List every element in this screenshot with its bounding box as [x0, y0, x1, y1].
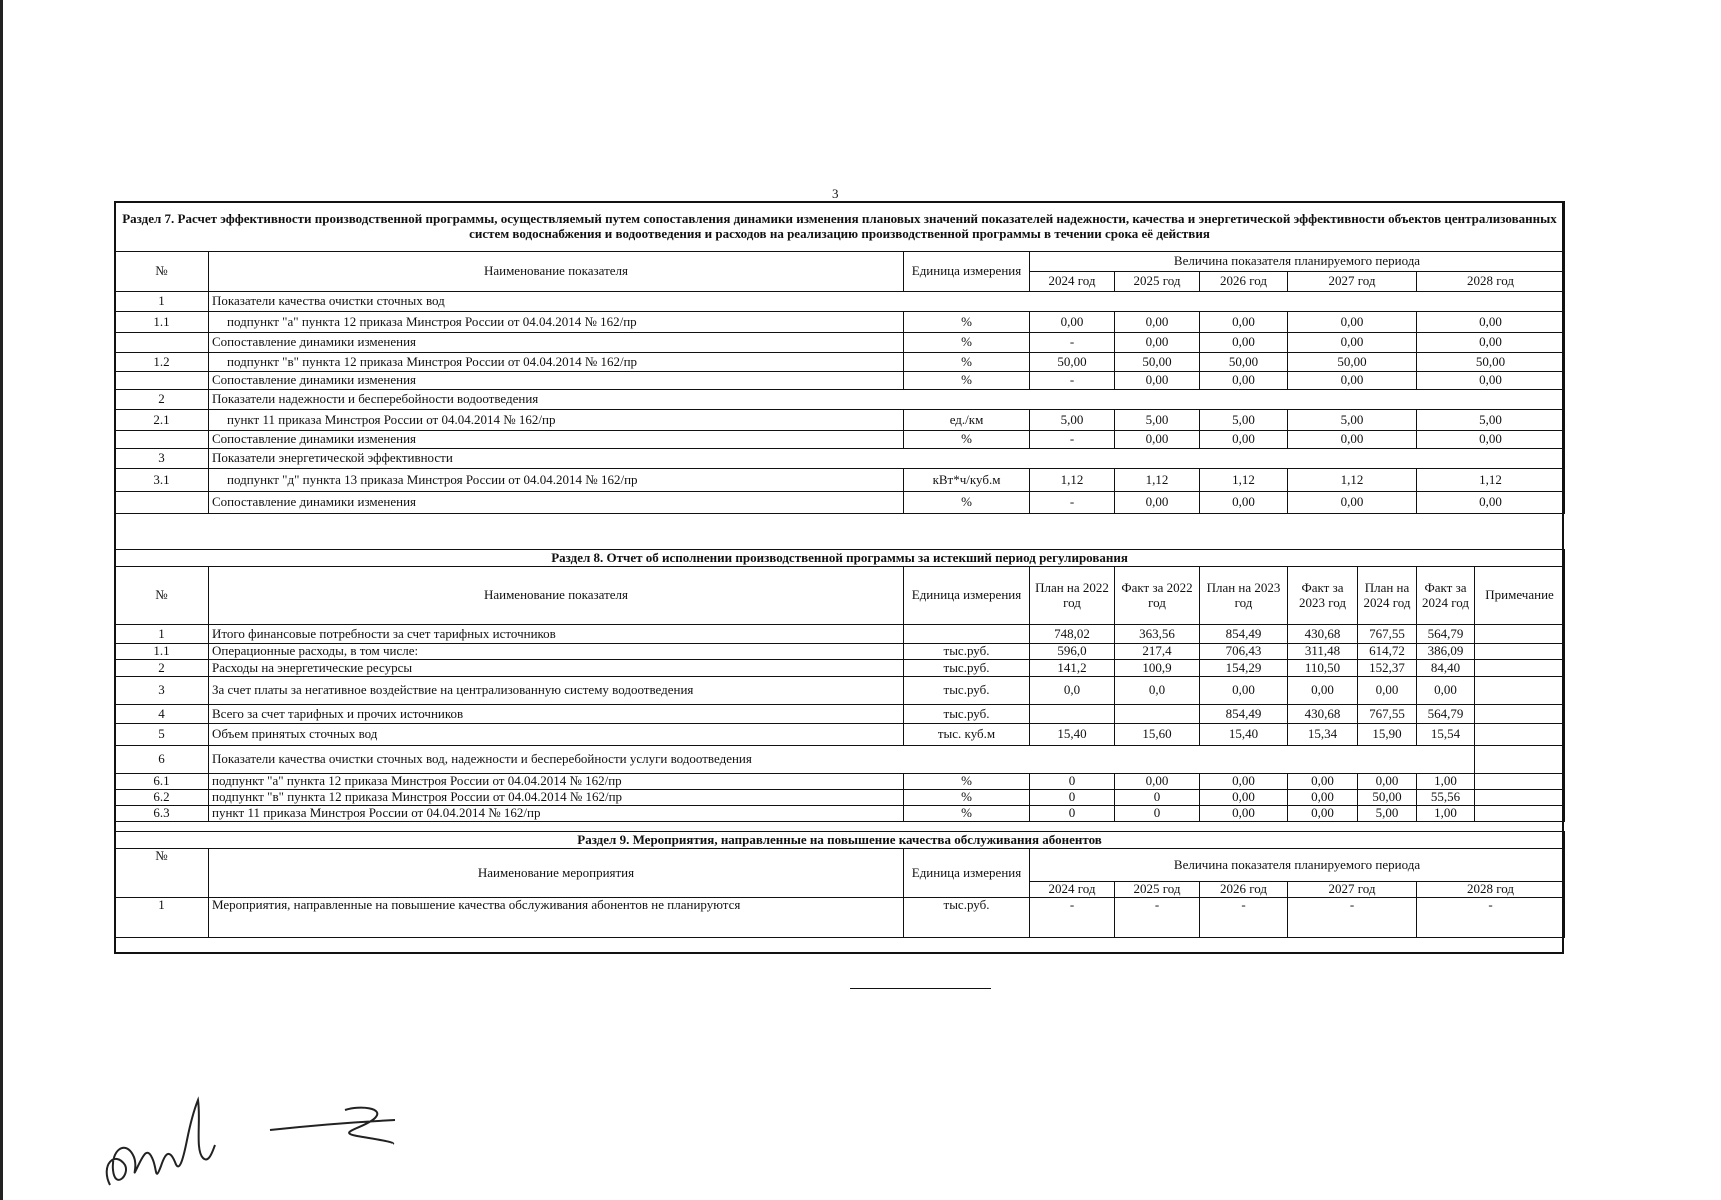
value-cell: 5,00 — [1417, 410, 1565, 431]
value-cell: 5,00 — [1115, 410, 1200, 431]
value-cell: 0,00 — [1115, 333, 1200, 353]
unit-cell: % — [904, 353, 1030, 372]
value-cell: 0,00 — [1200, 372, 1288, 390]
value-cell: 0,00 — [1200, 431, 1288, 449]
value-cell: 0,00 — [1417, 372, 1565, 390]
document-frame — [114, 201, 1564, 954]
value-cell: 0,0 — [1115, 677, 1200, 705]
value-cell: 15,40 — [1030, 724, 1115, 746]
year-header: 2024 год — [1030, 882, 1115, 898]
signature-image — [95, 1070, 415, 1200]
value-cell: 767,55 — [1358, 705, 1417, 724]
year-header: 2027 год — [1288, 882, 1417, 898]
value-cell: 0 — [1115, 790, 1200, 806]
value-cell: 110,50 — [1288, 660, 1358, 677]
row-number: 1 — [115, 625, 209, 644]
value-cell: 0,00 — [1030, 312, 1115, 333]
value-cell: 0,00 — [1417, 431, 1565, 449]
value-cell: 50,00 — [1115, 353, 1200, 372]
indicator-name: Операционные расходы, в том числе: — [209, 644, 904, 660]
value-cell: 0,00 — [1115, 372, 1200, 390]
value-cell: 363,56 — [1115, 625, 1200, 644]
value-cell: 15,54 — [1417, 724, 1475, 746]
year-header: 2025 год — [1115, 882, 1200, 898]
value-cell: 1,12 — [1200, 469, 1288, 492]
value-cell: 706,43 — [1200, 644, 1288, 660]
value-cell: - — [1030, 372, 1115, 390]
value-cell: 0 — [1030, 774, 1115, 790]
value-cell: 0,00 — [1288, 431, 1417, 449]
value-cell: - — [1030, 898, 1115, 938]
value-cell: 0,00 — [1200, 806, 1288, 822]
section9-title: Раздел 9. Мероприятия, направленные на повышение качества обслуживания абонентов — [115, 832, 1565, 849]
value-cell: 1,12 — [1115, 469, 1200, 492]
value-cell: 0,00 — [1288, 677, 1358, 705]
unit-cell: % — [904, 431, 1030, 449]
indicator-name: Сопоставление динамики изменения — [209, 372, 904, 390]
indicator-name: Всего за счет тарифных и прочих источников — [209, 705, 904, 724]
value-cell: 0 — [1030, 806, 1115, 822]
value-cell: 0,00 — [1288, 312, 1417, 333]
value-cell: 5,00 — [1200, 410, 1288, 431]
value-cell: 386,09 — [1417, 644, 1475, 660]
row-number: 1 — [115, 898, 209, 938]
row-number: 1.1 — [115, 312, 209, 333]
row-number: 6 — [115, 746, 209, 774]
value-cell: 15,40 — [1200, 724, 1288, 746]
row-number: 2 — [115, 660, 209, 677]
value-cell: - — [1417, 898, 1565, 938]
indicator-name: Итого финансовые потребности за счет тарифных источников — [209, 625, 904, 644]
value-cell: 50,00 — [1030, 353, 1115, 372]
row-number: 3 — [115, 449, 209, 469]
group-name: Показатели энергетической эффективности — [209, 449, 1565, 469]
indicator-name: Расходы на энергетические ресурсы — [209, 660, 904, 677]
value-cell: 84,40 — [1417, 660, 1475, 677]
year-header: 2025 год — [1115, 272, 1200, 292]
row-number: 2.1 — [115, 410, 209, 431]
value-cell: 0,00 — [1417, 492, 1565, 514]
indicator-name: подпункт "а" пункта 12 приказа Минстроя России от 04.04.2014 № 162/пр — [209, 312, 904, 333]
value-cell: 0,00 — [1358, 677, 1417, 705]
value-cell: 0,00 — [1200, 774, 1288, 790]
value-cell: 0,00 — [1288, 333, 1417, 353]
value-cell: 614,72 — [1358, 644, 1417, 660]
unit-cell: кВт*ч/куб.м — [904, 469, 1030, 492]
row-number: 3 — [115, 677, 209, 705]
value-cell: 1,12 — [1417, 469, 1565, 492]
value-cell: 0,00 — [1200, 333, 1288, 353]
group-name: Показатели качества очистки сточных вод, надежности и бесперебойности услуги водоотведения — [209, 746, 1475, 774]
value-cell: 0,00 — [1115, 431, 1200, 449]
group-name: Показатели качества очистки сточных вод — [209, 292, 1565, 312]
footer-rule — [850, 988, 991, 989]
value-cell: 50,00 — [1417, 353, 1565, 372]
col-unit-header: Единица измерения — [904, 849, 1030, 898]
value-cell: 0,00 — [1288, 790, 1358, 806]
value-cell: 0,00 — [1200, 492, 1288, 514]
value-cell: - — [1288, 898, 1417, 938]
section7-title: Раздел 7. Расчет эффективности производственной программы, осуществляемый путем сопоставления динамики изменения плановых значений показателей надежности, качества и энергетической эффективности объектов централизованных систем водоснабжения и водоотведения и расходов на реализацию производственной программы в течении срока её действия — [115, 202, 1565, 252]
value-cell: 0,00 — [1417, 677, 1475, 705]
year-header: 2026 год — [1200, 272, 1288, 292]
unit-cell: тыс.руб. — [904, 898, 1030, 938]
value-cell: - — [1030, 333, 1115, 353]
col-name-header: Наименование показателя — [209, 567, 904, 625]
value-cell: 15,90 — [1358, 724, 1417, 746]
value-cell: 0,00 — [1288, 806, 1358, 822]
value-cell: 0,00 — [1200, 677, 1288, 705]
indicator-name: подпункт "в" пункта 12 приказа Минстроя России от 04.04.2014 № 162/пр — [209, 790, 904, 806]
value-cell: 854,49 — [1200, 705, 1288, 724]
row-number: 6.3 — [115, 806, 209, 822]
unit-cell: % — [904, 333, 1030, 353]
year-header: 2026 год — [1200, 882, 1288, 898]
page-number: 3 — [832, 186, 839, 201]
value-cell: 50,00 — [1288, 353, 1417, 372]
year-header: 2028 год — [1417, 882, 1565, 898]
unit-cell: % — [904, 806, 1030, 822]
col-num-header: № — [115, 849, 209, 898]
value-cell: 311,48 — [1288, 644, 1358, 660]
value-cell: 141,2 — [1030, 660, 1115, 677]
col-period-header: Факт за 2023 год — [1288, 567, 1358, 625]
col-period-header: План на 2023 год — [1200, 567, 1288, 625]
col-period-header: Величина показателя планируемого периода — [1030, 849, 1565, 882]
value-cell: 564,79 — [1417, 705, 1475, 724]
value-cell: 564,79 — [1417, 625, 1475, 644]
row-number: 4 — [115, 705, 209, 724]
year-header: 2024 год — [1030, 272, 1115, 292]
value-cell: 0 — [1030, 790, 1115, 806]
row-number: 6.1 — [115, 774, 209, 790]
value-cell: 430,68 — [1288, 705, 1358, 724]
indicator-name: Сопоставление динамики изменения — [209, 333, 904, 353]
col-period-header: Величина показателя планируемого периода — [1030, 252, 1565, 272]
value-cell: 217,4 — [1115, 644, 1200, 660]
value-cell: 0,00 — [1288, 372, 1417, 390]
unit-cell: тыс.руб. — [904, 705, 1030, 724]
value-cell: 100,9 — [1115, 660, 1200, 677]
value-cell: 0,00 — [1417, 312, 1565, 333]
value-cell: - — [1115, 898, 1200, 938]
value-cell: 0,00 — [1288, 774, 1358, 790]
value-cell: 430,68 — [1288, 625, 1358, 644]
value-cell: 0,00 — [1115, 492, 1200, 514]
unit-cell: тыс.руб. — [904, 644, 1030, 660]
col-period-header: Факт за 2022 год — [1115, 567, 1200, 625]
row-number: 1.1 — [115, 644, 209, 660]
value-cell: 154,29 — [1200, 660, 1288, 677]
indicator-name: За счет платы за негативное воздействие на централизованную систему водоотведения — [209, 677, 904, 705]
indicator-name: Объем принятых сточных вод — [209, 724, 904, 746]
value-cell: 0,0 — [1030, 677, 1115, 705]
col-period-header: План на 2024 год — [1358, 567, 1417, 625]
measure-name: Мероприятия, направленные на повышение качества обслуживания абонентов не планируются — [209, 898, 904, 938]
value-cell: 1,00 — [1417, 774, 1475, 790]
value-cell: - — [1200, 898, 1288, 938]
unit-cell: тыс.руб. — [904, 677, 1030, 705]
value-cell: 5,00 — [1288, 410, 1417, 431]
value-cell: 0,00 — [1200, 790, 1288, 806]
unit-cell: % — [904, 312, 1030, 333]
binding-edge — [0, 0, 3, 1200]
value-cell: 5,00 — [1030, 410, 1115, 431]
value-cell: - — [1030, 431, 1115, 449]
col-unit-header: Единица измерения — [904, 567, 1030, 625]
value-cell: 748,02 — [1030, 625, 1115, 644]
unit-cell: % — [904, 372, 1030, 390]
value-cell: 854,49 — [1200, 625, 1288, 644]
indicator-name: подпункт "д" пункта 13 приказа Минстроя России от 04.04.2014 № 162/пр — [209, 469, 904, 492]
col-period-header: План на 2022 год — [1030, 567, 1115, 625]
indicator-name: подпункт "в" пункта 12 приказа Минстроя России от 04.04.2014 № 162/пр — [209, 353, 904, 372]
indicator-name: подпункт "а" пункта 12 приказа Минстроя России от 04.04.2014 № 162/пр — [209, 774, 904, 790]
value-cell: 15,34 — [1288, 724, 1358, 746]
col-unit-header: Единица измерения — [904, 252, 1030, 292]
unit-cell: % — [904, 774, 1030, 790]
year-header: 2028 год — [1417, 272, 1565, 292]
row-number: 5 — [115, 724, 209, 746]
col-note-header: Примечание — [1475, 567, 1565, 625]
unit-cell: % — [904, 790, 1030, 806]
value-cell: 0,00 — [1115, 312, 1200, 333]
value-cell: 1,00 — [1417, 806, 1475, 822]
row-number: 6.2 — [115, 790, 209, 806]
value-cell: 5,00 — [1358, 806, 1417, 822]
value-cell: 50,00 — [1358, 790, 1417, 806]
row-number: 1.2 — [115, 353, 209, 372]
value-cell: 596,0 — [1030, 644, 1115, 660]
unit-cell: тыс. куб.м — [904, 724, 1030, 746]
unit-cell: ед./км — [904, 410, 1030, 431]
value-cell: 50,00 — [1200, 353, 1288, 372]
unit-cell: % — [904, 492, 1030, 514]
value-cell: 0,00 — [1200, 312, 1288, 333]
value-cell: 0,00 — [1115, 774, 1200, 790]
col-name-header: Наименование показателя — [209, 252, 904, 292]
row-number: 3.1 — [115, 469, 209, 492]
value-cell: 152,37 — [1358, 660, 1417, 677]
value-cell: 767,55 — [1358, 625, 1417, 644]
indicator-name: пункт 11 приказа Минстроя России от 04.04.2014 № 162/пр — [209, 410, 904, 431]
value-cell: 0 — [1115, 806, 1200, 822]
col-num-header: № — [115, 567, 209, 625]
value-cell: 1,12 — [1288, 469, 1417, 492]
value-cell: 0,00 — [1417, 333, 1565, 353]
indicator-name: Сопоставление динамики изменения — [209, 492, 904, 514]
col-period-header: Факт за 2024 год — [1417, 567, 1475, 625]
section8-title: Раздел 8. Отчет об исполнении производственной программы за истекший период регулирования — [115, 550, 1565, 567]
row-number: 2 — [115, 390, 209, 410]
value-cell: 15,60 — [1115, 724, 1200, 746]
row-number: 1 — [115, 292, 209, 312]
value-cell: 55,56 — [1417, 790, 1475, 806]
value-cell: 0,00 — [1358, 774, 1417, 790]
value-cell: 1,12 — [1030, 469, 1115, 492]
group-name: Показатели надежности и бесперебойности водоотведения — [209, 390, 1565, 410]
indicator-name: пункт 11 приказа Минстроя России от 04.04.2014 № 162/пр — [209, 806, 904, 822]
unit-cell: тыс.руб. — [904, 660, 1030, 677]
col-name-header: Наименование мероприятия — [209, 849, 904, 898]
col-num-header: № — [115, 252, 209, 292]
year-header: 2027 год — [1288, 272, 1417, 292]
value-cell: - — [1030, 492, 1115, 514]
value-cell: 0,00 — [1288, 492, 1417, 514]
indicator-name: Сопоставление динамики изменения — [209, 431, 904, 449]
